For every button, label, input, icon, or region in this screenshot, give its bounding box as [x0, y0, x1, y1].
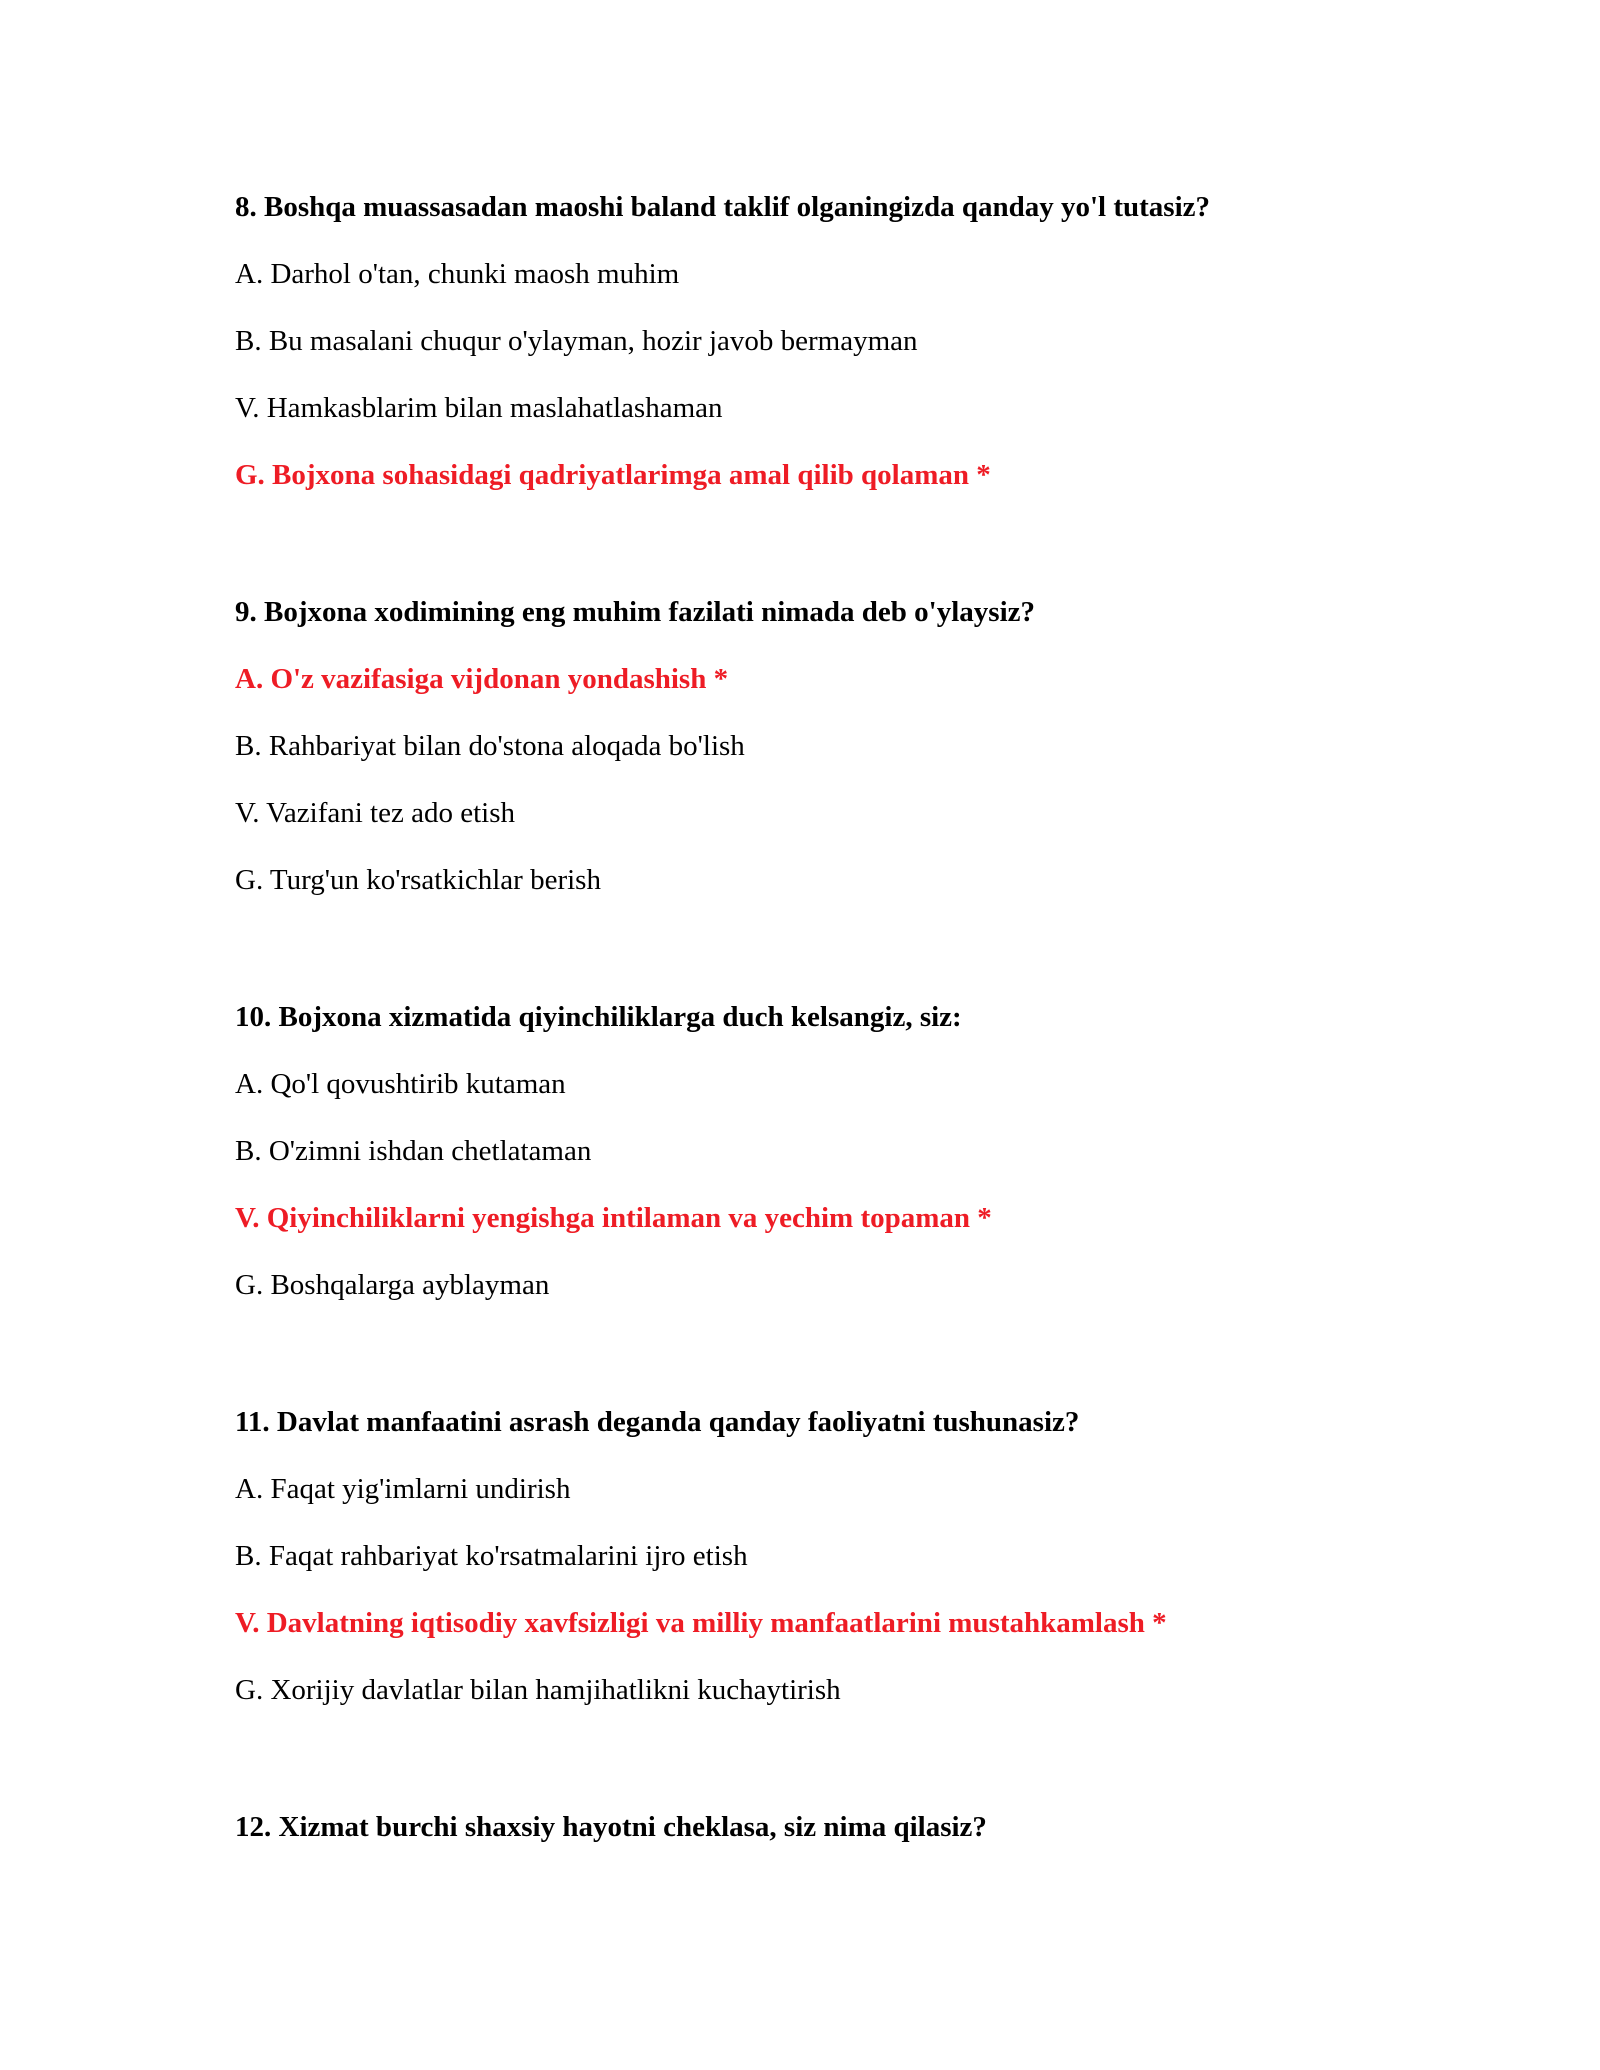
question-title: 11. Davlat manfaatini asrash deganda qanday faoliyatni tushunasiz? — [235, 1406, 1080, 1438]
answer-option: V. Hamkasblarim bilan maslahatlashaman — [235, 392, 723, 424]
answer-option: B. O'zimni ishdan chetlataman — [235, 1135, 592, 1167]
answer-option: G. Boshqalarga ayblayman — [235, 1269, 550, 1301]
correct-answer-option: V. Davlatning iqtisodiy xavfsizligi va milliy manfaatlarini mustahkamlash * — [235, 1607, 1167, 1639]
question-title: 9. Bojxona xodimining eng muhim fazilati nimada deb o'ylaysiz? — [235, 596, 1036, 628]
question-title: 10. Bojxona xizmatida qiyinchiliklarga duch kelsangiz, siz: — [235, 1001, 962, 1033]
answer-option: B. Faqat rahbariyat ko'rsatmalarini ijro etish — [235, 1540, 748, 1572]
answer-option: B. Rahbariyat bilan do'stona aloqada bo'lish — [235, 730, 745, 762]
question-12 — [235, 1810, 1435, 1877]
question-8 — [235, 190, 1435, 525]
answer-option: B. Bu masalani chuqur o'ylayman, hozir javob bermayman — [235, 325, 918, 357]
question-title: 8. Boshqa muassasadan maoshi baland taklif olganingizda qanday yo'l tutasiz? — [235, 191, 1210, 223]
question-10 — [235, 1000, 1435, 1335]
answer-option: A. Faqat yig'imlarni undirish — [235, 1473, 571, 1505]
question-title: 12. Xizmat burchi shaxsiy hayotni cheklasa, siz nima qilasiz? — [235, 1811, 987, 1843]
answer-option: G. Turg'un ko'rsatkichlar berish — [235, 864, 601, 896]
question-11 — [235, 1405, 1435, 1740]
answer-option: A. Darhol o'tan, chunki maosh muhim — [235, 258, 680, 290]
answer-option: G. Xorijiy davlatlar bilan hamjihatlikni kuchaytirish — [235, 1674, 841, 1706]
correct-answer-option: G. Bojxona sohasidagi qadriyatlarimga amal qilib qolaman * — [235, 459, 991, 491]
correct-answer-option: A. O'z vazifasiga vijdonan yondashish * — [235, 663, 729, 695]
question-9 — [235, 595, 1435, 930]
correct-answer-option: V. Qiyinchiliklarni yengishga intilaman va yechim topaman * — [235, 1202, 992, 1234]
answer-option: V. Vazifani tez ado etish — [235, 797, 515, 829]
answer-option: A. Qo'l qovushtirib kutaman — [235, 1068, 566, 1100]
